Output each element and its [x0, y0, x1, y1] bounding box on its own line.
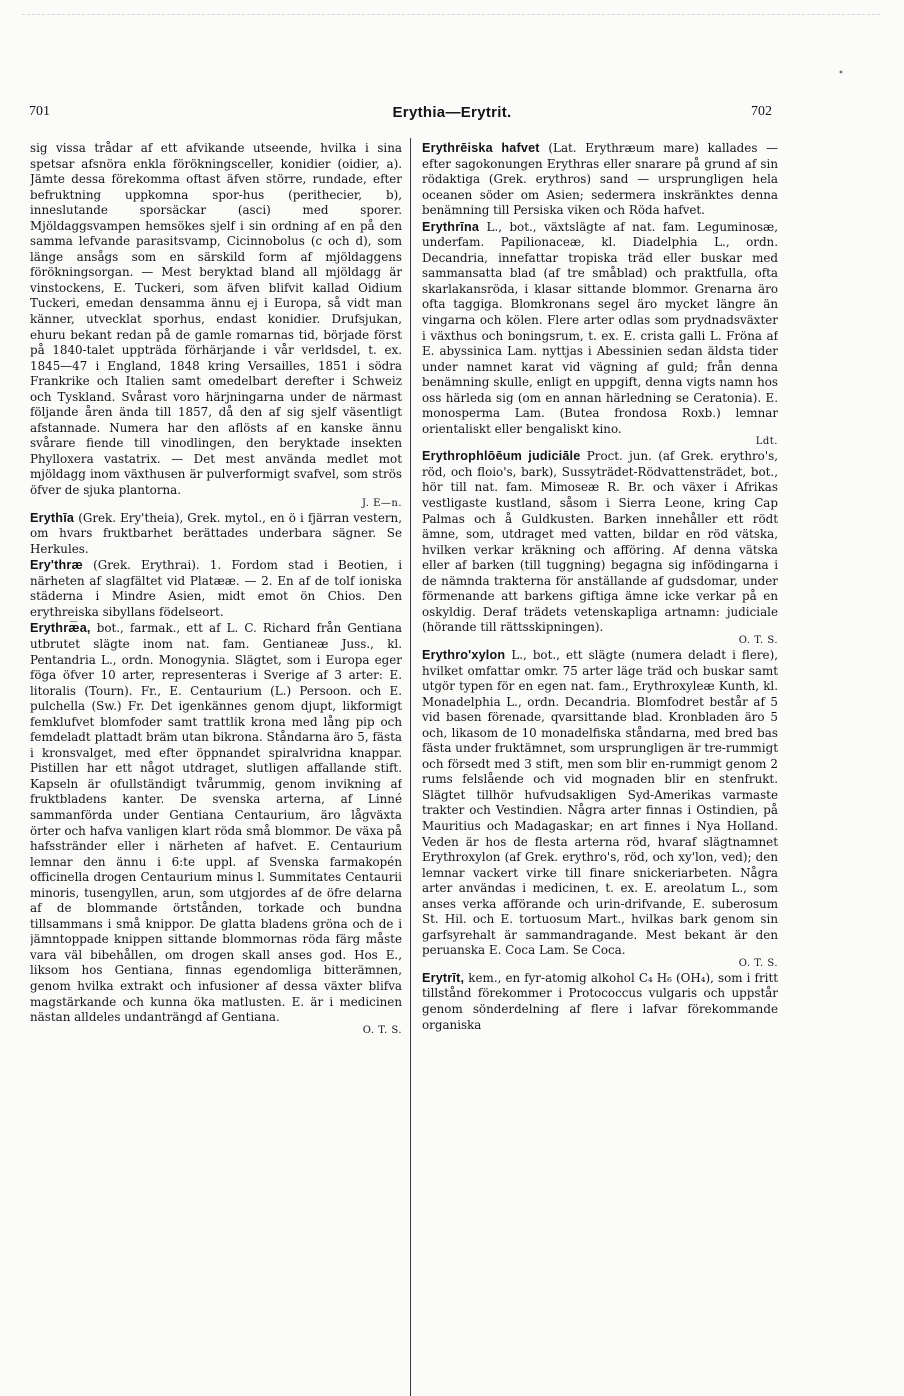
entry-body: kem., en fyr-atomig alkohol C₄ H₆ (OH₄), som i fritt tillstånd förekommer i Protococcus vulgaris och uppstår genom sönderdelning af flere i lafvar förekommande organiska: [422, 970, 778, 1032]
dictionary-entry: [30, 621, 402, 1036]
entry-body: Proct. jun. (af Grek. erythro's, röd, och floio's, bark), Sussyträdet-Rödvattensträdet, bot., hör till nat. fam. Mimoseæ R. Br. och växer i Afrikas vestligaste kustland, såsom i Sierra Leone, kring Cap Palmas och å Guldkusten. Barken innehåller ett rödt ämne, som, utdraget med vatten, bildar en röd vätska, hvilken verkar kräkning och afföring. Af denna vätska eller af barken (till tuggning) begagna sig infödingarna i de nämnda trakterna för anställande af gudsdomar, under förmenande att barkens giftiga ämne icke verkar på en oskyldig. Deraf trädets vetenskapliga artnamn: judiciale (hörande till rättsskipningen).: [422, 449, 778, 635]
entry-body: bot., farmak., ett af L. C. Richard från Gentiana utbrutet slägte inom nat. fam. Gentianeæ Juss., kl. Pentandria L., ordn. Monogynia. Slägtet, som i Europa eger föga öfver 10 arter, representeras i Sverige af 3 arter: E. litoralis (Tourn). Fr., E. Centaurium (L.) Persoon. och E. pulchella (Sw.) Fr. Det igenkännes genom djupt, likformigt femklufvet blomfoder samt trattlik krona med lång pip och femdeladt plattadt bräm utan bikrona. Ståndarna äro 5, fästa i kronsvalget, med efter öppnandet spiralvridna knappar. Pistillen har ett något utdraget, slutligen affallande stift. Kapseln är ofullständigt tvårummig, genom invikning af fruktbladens kanter. De svenska arterna, af Linné sammanförda under Gentiana Centaurium, äro lågväxta örter och hafva vanligen klart röda små blommor. De växa på hafsstränder eller i närheten af hafvet. E. Centaurium lemnar den ännu i 6:te uppl. af Svenska farmakopén officinella drogen Centaurium minus l. Summitates Centaurii minoris, tusengyllen, arun, som utgjordes af de öfre delarna af de blommande örtstånden, torkade och bundna tillsammans i små knippor. De glatta bladens gröna och de i jämntoppade knippen sittande blommornas röda färg måste vara väl bibehållen, om drogen skall anses god. Hos E., liksom hos Gentiana, finnas egendomliga bitterämnen, genom hvilka extrakt och infusioner af dessa växter blifva magstärkande och kunna öka matlusten. E. är i medicinen nästan alldeles undanträngd af Gentiana.: [30, 621, 402, 1025]
entry-headword: Erythrophlōēum judiciāle: [422, 449, 581, 464]
running-title: Erythia—Erytrit.: [392, 104, 512, 121]
dictionary-entry: [422, 220, 778, 449]
page-header: [0, 104, 904, 126]
entry-headword: Ery'thræ: [30, 558, 83, 573]
dictionary-entry: [30, 511, 402, 558]
entry-body: sig vissa trådar af ett afvikande utseende, hvilka i sina spetsar afsnöra enkla förökningsceller, konidier (oidier, a). Jämte dessa förekomma oftast äfven större, rundade, efter befruktning uppkomna spor-hus (perithecier, b), inneslutande sporsäckar (asci) med sporer. Mjöldaggsvampen hemsökes sjelf i sin ordning af en på den samma lefvande parasitsvamp, Cicinnobolus (c och d), som länge ansågs som en särskild form af mjöldaggens förökningsorgan. — Mest beryktad bland all mjöldagg är vinstockens, E. Tuckeri, som äfven blifvit kallad Oidium Tuckeri, emedan densamma ännu ej i Europa, så vidt man känner, utvecklat sporhus, endast konidier. Drufsjukan, ehuru bekant redan på de gamle romarnas tid, började först på 1840-talet uppträda förhärjande i vår verldsdel, t. ex. 1845—47 i England, 1848 kring Versailles, 1851 i södra Frankrike och Italien samt omedelbart derefter i Schweiz och Tyskland. Svårast voro härjningarna under de närmast följande åren ända till 1857, då den af sig sjelf väsentligt afstannade. Numera har den aflösts af en kanske ännu svårare fiende till vinodlingen, den beryktade insekten Phylloxera vastatrix. — Det mest använda medlet mot mjöldagg inom växthusen är pulverformigt svafvel, som strös öfver de sjuka plantorna.: [30, 141, 402, 498]
dictionary-entry: [422, 648, 778, 970]
entry-signature: O. T. S.: [738, 957, 778, 969]
entry-body: L., bot., växtslägte af nat. fam. Leguminosæ, underfam. Papilionaceæ, kl. Diadelphia L., ordn. Decandria, innefattar tropiska träd eller buskar med sammansatta blad (af tre småblad) och praktfulla, ofta skarlakansröda, i klasar sittande blommor. Grenarna äro ofta taggiga. Blomkronans segel äro mycket längre än vingarna och kölen. Flere arter odlas som prydnadsväxter i växthus och boningsrum, t. ex. E. crista galli L. Fröna af E. abyssinica Lam. nyttjas i Abessinien sedan äldsta tider under namnet karat vid vägning af guld; från denna benämning skulle, enligt en uppgift, denna vigts namn hos oss härleda sig (om en annan härledning se Ceratonia). E. monosperma Lam. (Butea frondosa Roxb.) lemnar orientaliskt eller bengaliskt kino.: [422, 219, 778, 436]
page-number-right: 702: [751, 104, 772, 119]
dictionary-entry: [30, 558, 402, 620]
entry-body: (Grek. Erythrai). 1. Fordom stad i Beotien, i närheten af slagfältet vid Platææ. — 2. En af de tolf ioniska städerna i Mindre Asien, midt emot ön Chios. Den erythreiska sibyllans födelseort.: [30, 558, 402, 619]
entry-headword: Erythrīna: [422, 219, 480, 234]
right-column: [422, 141, 778, 1391]
entry-body: (Lat. Erythræum mare) kallades — efter sagokonungen Erythras eller snarare på grund af sin rödaktiga (Grek. erythros) sand — ursprungligen hela oceanen söder om Asien; sedermera inskränktes denna benämning till Persiska viken och Röda hafvet.: [422, 141, 778, 218]
dictionary-entry: [422, 971, 778, 1033]
entry-signature: Ldt.: [755, 436, 778, 448]
entry-headword: Erytrīt,: [422, 970, 465, 985]
entry-signature: O. T. S.: [362, 1024, 402, 1036]
dictionary-entry: [422, 141, 778, 219]
entry-signature: O. T. S.: [738, 634, 778, 646]
entry-signature: J. E—n.: [361, 497, 402, 509]
left-column: [30, 141, 402, 1391]
entry-body: (Grek. Ery'theia), Grek. mytol., en ö i fjärran vestern, om hvars fruktbarhet berättades underbara sägner. Se Herkules.: [30, 510, 402, 556]
scan-edge-line: [22, 14, 880, 15]
entry-headword: Erythro'xylon: [422, 647, 506, 662]
entry-body: L., bot., ett slägte (numera deladt i flere), hvilket omfattar omkr. 75 arter läge träd och buskar samt utgör typen för en egen nat. fam., Erythroxyleæ Kunth, kl. Monadelphia L., ordn. Decandria. Blomfodret består af 5 vid basen förenade, qvarsittande blad. Kronbladen äro 5 och, likasom de 10 monadelfiska ståndarna, med bred bas fästa under fruktämnet, som ursprungligen är tre-rummigt och försedt med 3 stift, men som blir en-rummigt genom 2 rums felslående och vid mognaden blir en stenfrukt. Slägtet tillhör hufvudsakligen Syd-Amerikas varmaste trakter och Vestindien. Några arter finnas i Ostindien, på Mauritius och Madagaskar; en art finnes i Nya Holland. Veden är hos de flesta arterna röd, hvaraf slägtnamnet Erythroxylon (af Grek. erythro's, röd, och xy'lon, ved); den lemnar vackert virke till finare snickeriarbeten. Några arter användas i medicinen, t. ex. E. areolatum L., som anses verka afförande och urin-drifvande, E. suberosum St. Hil. och E. tortuosum Mart., hvilkas bark genom sin garfsyrehalt är sammandragande. Mest bekant är den peruanska E. Coca Lam. Se Coca.: [422, 647, 778, 958]
page-number-left: 701: [29, 104, 50, 119]
dictionary-entry: [422, 449, 778, 647]
column-divider: [410, 138, 411, 1396]
entry-headword: Erythræ̅a,: [30, 621, 91, 636]
dictionary-entry: [30, 141, 402, 510]
stray-mark: •: [838, 68, 844, 79]
entry-headword: Erythīa: [30, 510, 75, 525]
entry-headword: Erythrēiska hafvet: [422, 141, 540, 155]
